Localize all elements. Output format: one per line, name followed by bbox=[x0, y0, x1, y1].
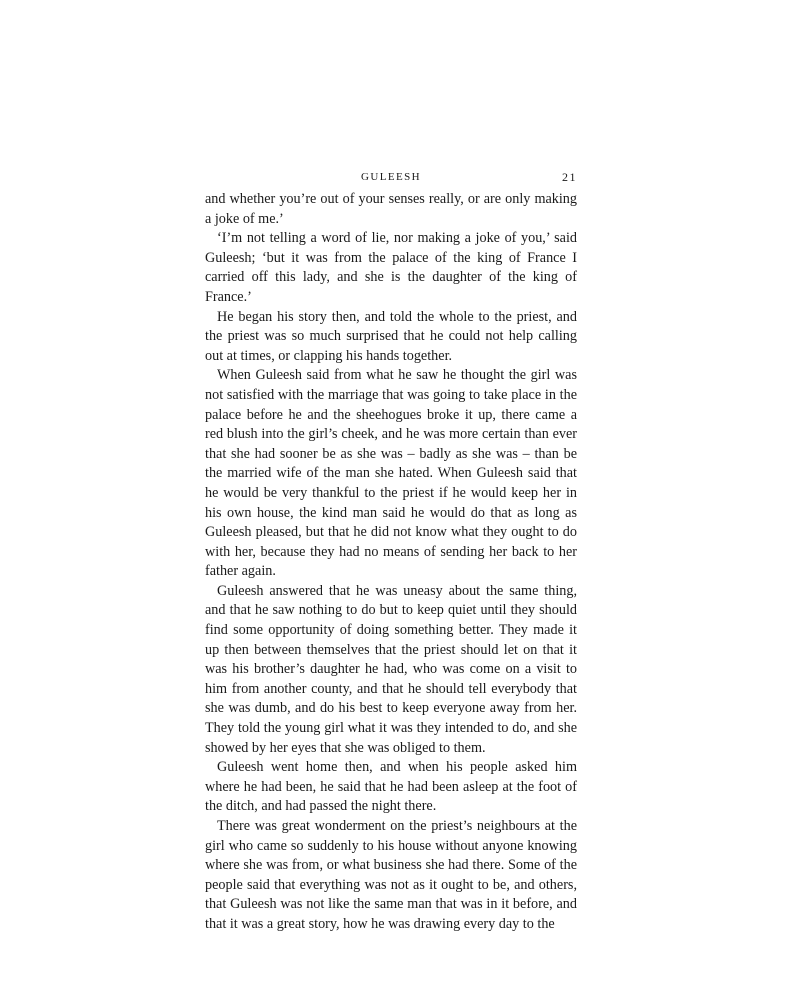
running-head bbox=[205, 168, 577, 186]
paragraph: ‘I’m not telling a word of lie, nor making a joke of you,’ said Guleesh; ‘but it was from the palace of the king of France I carried off this lady, and she is the daughter of the king of France.’ bbox=[205, 230, 577, 305]
paragraph: There was great wonderment on the priest’s neighbours at the girl who came so suddenly to his house without anyone knowing where she was from, or what business she had there. Some of the people said that everything was not as it ought to be, and others, that Guleesh was not like the same man that was in it before, and that it was a great story, how he was drawing every day to the bbox=[205, 818, 577, 932]
paragraph: When Guleesh said from what he saw he thought the girl was not satisfied with the marriage that was going to take place in the palace before he and the sheehogues broke it up, there came a red blush into the girl’s cheek, and he was more certain than ever that she had sooner be as she was – badly as she was – than be the married wife of the man she hated. When Guleesh said that he would be very thankful to the priest if he would keep her in his own house, the kind man said he would do that as long as Guleesh pleased, but that he did not know what they ought to do with her, because they had no means of sending her back to her father again. bbox=[205, 367, 577, 580]
paragraph-continued: and whether you’re out of your senses really, or are only making a joke of me.’ bbox=[205, 191, 577, 227]
body-text bbox=[205, 190, 577, 935]
paragraph: Guleesh went home then, and when his people asked him where he had been, he said that he had been asleep at the foot of the ditch, and had passed the night there. bbox=[205, 759, 577, 815]
paragraph: Guleesh answered that he was uneasy about the same thing, and that he saw nothing to do but to keep quiet until they should find some opportunity of doing something better. They made it up then between themselves that the priest should let on that it was his brother’s daughter he had, who was come on a visit to him from another county, and that he should tell everybody that she was dumb, and do his best to keep everyone away from her. They told the young girl what it was they intended to do, and she showed by her eyes that she was obliged to them. bbox=[205, 582, 577, 756]
running-title: GULEESH bbox=[361, 171, 421, 183]
paragraph: He began his story then, and told the whole to the priest, and the priest was so much surprised that he could not help calling out at times, or clapping his hands together. bbox=[205, 308, 577, 364]
page-number: 21 bbox=[562, 170, 577, 184]
